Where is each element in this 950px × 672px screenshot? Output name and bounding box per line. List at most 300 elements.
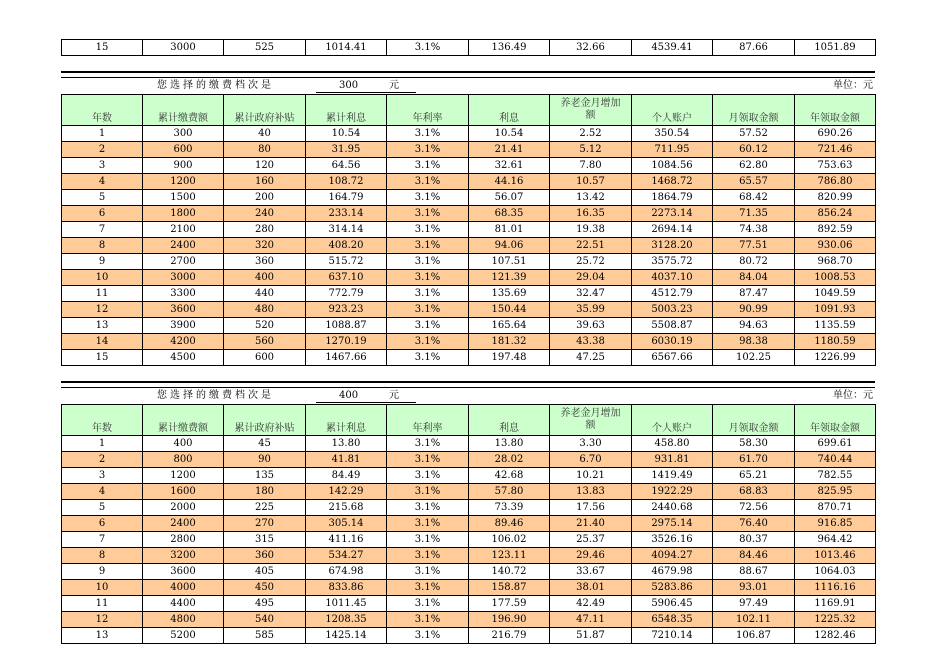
cell[interactable]: 930.06 <box>795 238 876 254</box>
cell[interactable]: 3300 <box>143 286 224 302</box>
cell[interactable]: 65.57 <box>713 174 795 190</box>
cell[interactable]: 1500 <box>143 190 224 206</box>
cell[interactable]: 520 <box>224 318 306 334</box>
cell[interactable]: 800 <box>143 452 224 468</box>
cell[interactable]: 637.10 <box>306 270 387 286</box>
cell[interactable]: 35.99 <box>550 302 632 318</box>
cell[interactable]: 360 <box>224 254 306 270</box>
cell[interactable]: 81.01 <box>469 222 550 238</box>
cell[interactable]: 13.80 <box>469 436 550 452</box>
cell[interactable]: 4 <box>62 484 143 500</box>
cell[interactable]: 150.44 <box>469 302 550 318</box>
cell[interactable]: 711.95 <box>632 142 713 158</box>
cell[interactable]: 29.46 <box>550 548 632 564</box>
cell[interactable]: 165.64 <box>469 318 550 334</box>
header-cell: 年领取金额 <box>795 405 876 436</box>
cell[interactable]: 107.51 <box>469 254 550 270</box>
cell[interactable]: 47.25 <box>550 350 632 366</box>
cell[interactable]: 4000 <box>143 580 224 596</box>
cell[interactable]: 8 <box>62 238 143 254</box>
cell[interactable]: 411.16 <box>306 532 387 548</box>
cell[interactable]: 164.79 <box>306 190 387 206</box>
cell[interactable]: 102.25 <box>713 350 795 366</box>
cell[interactable]: 6 <box>62 206 143 222</box>
cell[interactable]: 17.56 <box>550 500 632 516</box>
cell[interactable]: 964.42 <box>795 532 876 548</box>
cell[interactable]: 84.49 <box>306 468 387 484</box>
cell[interactable]: 8 <box>62 548 143 564</box>
cell[interactable]: 42.68 <box>469 468 550 484</box>
cell[interactable]: 1425.14 <box>306 628 387 644</box>
cell[interactable]: 90 <box>224 452 306 468</box>
cell[interactable]: 1084.56 <box>632 158 713 174</box>
cell[interactable]: 98.38 <box>713 334 795 350</box>
cell[interactable]: 74.38 <box>713 222 795 238</box>
cell[interactable]: 3.1% <box>387 302 469 318</box>
cell[interactable]: 5200 <box>143 628 224 644</box>
cell[interactable]: 68.35 <box>469 206 550 222</box>
cell[interactable]: 87.66 <box>713 40 795 56</box>
tier-amount[interactable]: 400 <box>339 390 359 401</box>
cell[interactable]: 13 <box>62 628 143 644</box>
cell[interactable]: 3575.72 <box>632 254 713 270</box>
cell[interactable]: 315 <box>224 532 306 548</box>
cell[interactable]: 121.39 <box>469 270 550 286</box>
cell[interactable]: 3.1% <box>387 452 469 468</box>
cell[interactable]: 3128.20 <box>632 238 713 254</box>
cell[interactable]: 786.80 <box>795 174 876 190</box>
cell[interactable]: 41.81 <box>306 452 387 468</box>
cell[interactable]: 28.02 <box>469 452 550 468</box>
cell[interactable]: 10 <box>62 580 143 596</box>
cell[interactable]: 3 <box>62 158 143 174</box>
cell[interactable]: 25.72 <box>550 254 632 270</box>
cell[interactable]: 923.23 <box>306 302 387 318</box>
cell[interactable]: 870.71 <box>795 500 876 516</box>
cell[interactable]: 93.01 <box>713 580 795 596</box>
cell[interactable]: 3.1% <box>387 238 469 254</box>
cell[interactable]: 3.1% <box>387 222 469 238</box>
cell[interactable]: 4679.98 <box>632 564 713 580</box>
cell[interactable]: 1468.72 <box>632 174 713 190</box>
cell[interactable]: 856.24 <box>795 206 876 222</box>
cell[interactable]: 136.49 <box>469 40 550 56</box>
cell[interactable]: 534.27 <box>306 548 387 564</box>
cell[interactable]: 3.1% <box>387 334 469 350</box>
cell[interactable]: 4512.79 <box>632 286 713 302</box>
cell[interactable]: 968.70 <box>795 254 876 270</box>
cell[interactable]: 106.02 <box>469 532 550 548</box>
cell[interactable]: 13.42 <box>550 190 632 206</box>
cell[interactable]: 820.99 <box>795 190 876 206</box>
cell[interactable]: 900 <box>143 158 224 174</box>
cell[interactable]: 1 <box>62 436 143 452</box>
cell[interactable]: 3.1% <box>387 350 469 366</box>
cell[interactable]: 51.87 <box>550 628 632 644</box>
cell[interactable]: 11 <box>62 286 143 302</box>
cell[interactable]: 56.07 <box>469 190 550 206</box>
cell[interactable]: 233.14 <box>306 206 387 222</box>
cell[interactable]: 2440.68 <box>632 500 713 516</box>
cell[interactable]: 1800 <box>143 206 224 222</box>
cell[interactable]: 1064.03 <box>795 564 876 580</box>
choose-tier-row <box>61 78 875 94</box>
cell[interactable]: 458.80 <box>632 436 713 452</box>
cell[interactable]: 7210.14 <box>632 628 713 644</box>
cell[interactable]: 825.95 <box>795 484 876 500</box>
cell[interactable]: 13.80 <box>306 436 387 452</box>
cell[interactable]: 12 <box>62 302 143 318</box>
cell[interactable]: 3.1% <box>387 254 469 270</box>
cell[interactable]: 80 <box>224 142 306 158</box>
cell[interactable]: 495 <box>224 596 306 612</box>
cell[interactable]: 61.70 <box>713 452 795 468</box>
cell[interactable]: 43.38 <box>550 334 632 350</box>
cell[interactable]: 1008.53 <box>795 270 876 286</box>
cell[interactable]: 215.68 <box>306 500 387 516</box>
cell[interactable]: 5 <box>62 190 143 206</box>
cell[interactable]: 102.11 <box>713 612 795 628</box>
cell[interactable]: 721.46 <box>795 142 876 158</box>
cell[interactable]: 3.1% <box>387 532 469 548</box>
cell[interactable]: 2400 <box>143 516 224 532</box>
cell[interactable]: 3.1% <box>387 548 469 564</box>
cell[interactable]: 2 <box>62 452 143 468</box>
cell[interactable]: 108.72 <box>306 174 387 190</box>
cell[interactable]: 31.95 <box>306 142 387 158</box>
cell[interactable]: 1270.19 <box>306 334 387 350</box>
cell[interactable]: 892.59 <box>795 222 876 238</box>
cell[interactable]: 480 <box>224 302 306 318</box>
cell[interactable]: 135.69 <box>469 286 550 302</box>
cell[interactable]: 106.87 <box>713 628 795 644</box>
cell[interactable]: 14 <box>62 334 143 350</box>
cell[interactable]: 320 <box>224 238 306 254</box>
cell[interactable]: 314.14 <box>306 222 387 238</box>
table-row <box>62 436 876 452</box>
cell[interactable]: 97.49 <box>713 596 795 612</box>
cell[interactable]: 90.99 <box>713 302 795 318</box>
cell[interactable]: 7 <box>62 532 143 548</box>
cell[interactable]: 440 <box>224 286 306 302</box>
cell[interactable]: 3600 <box>143 302 224 318</box>
cell[interactable]: 4500 <box>143 350 224 366</box>
cell[interactable]: 3.1% <box>387 206 469 222</box>
cell[interactable]: 2800 <box>143 532 224 548</box>
cell[interactable]: 11 <box>62 596 143 612</box>
cell[interactable]: 916.85 <box>795 516 876 532</box>
cell[interactable]: 142.29 <box>306 484 387 500</box>
cell[interactable]: 3.1% <box>387 612 469 628</box>
cell[interactable]: 76.40 <box>713 516 795 532</box>
cell[interactable]: 216.79 <box>469 628 550 644</box>
cell[interactable]: 540 <box>224 612 306 628</box>
cell[interactable]: 1419.49 <box>632 468 713 484</box>
cell[interactable]: 5 <box>62 500 143 516</box>
cell[interactable]: 77.51 <box>713 238 795 254</box>
cell[interactable]: 2100 <box>143 222 224 238</box>
cell[interactable]: 5.12 <box>550 142 632 158</box>
cell[interactable]: 3.1% <box>387 580 469 596</box>
cell[interactable]: 12 <box>62 612 143 628</box>
cell[interactable]: 450 <box>224 580 306 596</box>
cell[interactable]: 13.83 <box>550 484 632 500</box>
cell[interactable]: 3.1% <box>387 190 469 206</box>
cell[interactable]: 400 <box>224 270 306 286</box>
cell[interactable]: 3.1% <box>387 270 469 286</box>
cell[interactable]: 15 <box>62 350 143 366</box>
cell[interactable]: 1180.59 <box>795 334 876 350</box>
cell[interactable]: 6 <box>62 516 143 532</box>
cell[interactable]: 270 <box>224 516 306 532</box>
cell[interactable]: 3000 <box>143 270 224 286</box>
cell[interactable]: 64.56 <box>306 158 387 174</box>
cell[interactable]: 2400 <box>143 238 224 254</box>
cell[interactable]: 2700 <box>143 254 224 270</box>
cell[interactable]: 1208.35 <box>306 612 387 628</box>
cell[interactable]: 2273.14 <box>632 206 713 222</box>
cell[interactable]: 400 <box>143 436 224 452</box>
cell[interactable]: 3.1% <box>387 484 469 500</box>
cell[interactable]: 123.11 <box>469 548 550 564</box>
cell[interactable]: 84.46 <box>713 548 795 564</box>
cell[interactable]: 180 <box>224 484 306 500</box>
cell[interactable]: 1011.45 <box>306 596 387 612</box>
cell[interactable]: 1169.91 <box>795 596 876 612</box>
cell[interactable]: 68.42 <box>713 190 795 206</box>
cell[interactable]: 9 <box>62 254 143 270</box>
cell[interactable]: 3.1% <box>387 628 469 644</box>
cell[interactable]: 600 <box>224 350 306 366</box>
cell[interactable]: 181.32 <box>469 334 550 350</box>
cell[interactable]: 4539.41 <box>632 40 713 56</box>
cell[interactable]: 2000 <box>143 500 224 516</box>
cell[interactable]: 10.54 <box>306 126 387 142</box>
cell[interactable]: 3.1% <box>387 596 469 612</box>
cell[interactable]: 3.1% <box>387 500 469 516</box>
cell[interactable]: 32.66 <box>550 40 632 56</box>
cell[interactable]: 200 <box>224 190 306 206</box>
cell[interactable]: 3.1% <box>387 158 469 174</box>
cell[interactable]: 515.72 <box>306 254 387 270</box>
cell[interactable]: 32.47 <box>550 286 632 302</box>
cell[interactable]: 72.56 <box>713 500 795 516</box>
cell[interactable]: 699.61 <box>795 436 876 452</box>
cell[interactable]: 158.87 <box>469 580 550 596</box>
cell[interactable]: 7.80 <box>550 158 632 174</box>
cell[interactable]: 33.67 <box>550 564 632 580</box>
header-cell: 月领取金额 <box>713 405 795 436</box>
cell[interactable]: 10 <box>62 270 143 286</box>
cell[interactable]: 6567.66 <box>632 350 713 366</box>
cell[interactable]: 197.48 <box>469 350 550 366</box>
cell[interactable]: 5283.86 <box>632 580 713 596</box>
cell[interactable]: 782.55 <box>795 468 876 484</box>
cell[interactable]: 196.90 <box>469 612 550 628</box>
cell[interactable]: 3200 <box>143 548 224 564</box>
cell[interactable]: 21.40 <box>550 516 632 532</box>
tier-amount[interactable]: 300 <box>339 80 359 91</box>
cell[interactable]: 4 <box>62 174 143 190</box>
cell[interactable]: 1864.79 <box>632 190 713 206</box>
cell[interactable]: 690.26 <box>795 126 876 142</box>
cell[interactable]: 38.01 <box>550 580 632 596</box>
cell[interactable]: 3.1% <box>387 468 469 484</box>
cell[interactable]: 3.1% <box>387 142 469 158</box>
cell[interactable]: 62.80 <box>713 158 795 174</box>
cell[interactable]: 42.49 <box>550 596 632 612</box>
cell[interactable]: 3.1% <box>387 126 469 142</box>
cell[interactable]: 2.52 <box>550 126 632 142</box>
cell[interactable]: 3.1% <box>387 516 469 532</box>
cell[interactable]: 88.67 <box>713 564 795 580</box>
cell[interactable]: 3526.16 <box>632 532 713 548</box>
cell[interactable]: 87.47 <box>713 286 795 302</box>
cell[interactable]: 10.54 <box>469 126 550 142</box>
cell[interactable]: 1116.16 <box>795 580 876 596</box>
cell[interactable]: 225 <box>224 500 306 516</box>
table-row <box>62 500 876 516</box>
cell[interactable]: 73.39 <box>469 500 550 516</box>
cell[interactable]: 44.16 <box>469 174 550 190</box>
cell[interactable]: 408.20 <box>306 238 387 254</box>
cell[interactable]: 6.70 <box>550 452 632 468</box>
cell[interactable]: 585 <box>224 628 306 644</box>
cell[interactable]: 94.63 <box>713 318 795 334</box>
cell[interactable]: 360 <box>224 548 306 564</box>
cell[interactable]: 15 <box>62 40 143 56</box>
cell[interactable]: 772.79 <box>306 286 387 302</box>
cell[interactable]: 3900 <box>143 318 224 334</box>
cell[interactable]: 80.72 <box>713 254 795 270</box>
cell[interactable]: 29.04 <box>550 270 632 286</box>
cell[interactable]: 58.30 <box>713 436 795 452</box>
cell[interactable]: 3.1% <box>387 436 469 452</box>
cell[interactable]: 560 <box>224 334 306 350</box>
cell[interactable]: 350.54 <box>632 126 713 142</box>
cell[interactable]: 1014.41 <box>306 40 387 56</box>
cell[interactable]: 4200 <box>143 334 224 350</box>
cell[interactable]: 135 <box>224 468 306 484</box>
cell[interactable]: 39.63 <box>550 318 632 334</box>
cell[interactable]: 833.86 <box>306 580 387 596</box>
cell[interactable]: 3.1% <box>387 286 469 302</box>
cell[interactable]: 89.46 <box>469 516 550 532</box>
cell[interactable]: 931.81 <box>632 452 713 468</box>
cell[interactable]: 4094.27 <box>632 548 713 564</box>
cell[interactable]: 1226.99 <box>795 350 876 366</box>
cell[interactable]: 6548.35 <box>632 612 713 628</box>
cell[interactable]: 3.1% <box>387 40 469 56</box>
cell[interactable]: 2694.14 <box>632 222 713 238</box>
cell[interactable]: 1200 <box>143 468 224 484</box>
double-divider <box>61 381 875 388</box>
cell[interactable]: 1135.59 <box>795 318 876 334</box>
cell[interactable]: 2975.14 <box>632 516 713 532</box>
cell[interactable]: 4400 <box>143 596 224 612</box>
cell[interactable]: 3.30 <box>550 436 632 452</box>
cell[interactable]: 10.57 <box>550 174 632 190</box>
cell[interactable]: 1 <box>62 126 143 142</box>
cell[interactable]: 177.59 <box>469 596 550 612</box>
header-row <box>62 95 876 126</box>
cell[interactable]: 7 <box>62 222 143 238</box>
cell[interactable]: 45 <box>224 436 306 452</box>
cell[interactable]: 3.1% <box>387 174 469 190</box>
cell[interactable]: 3000 <box>143 40 224 56</box>
cell[interactable]: 84.04 <box>713 270 795 286</box>
cell[interactable]: 3.1% <box>387 318 469 334</box>
cell[interactable]: 3.1% <box>387 564 469 580</box>
cell[interactable]: 1200 <box>143 174 224 190</box>
cell[interactable]: 240 <box>224 206 306 222</box>
cell[interactable]: 5508.87 <box>632 318 713 334</box>
cell[interactable]: 1091.93 <box>795 302 876 318</box>
cell[interactable]: 140.72 <box>469 564 550 580</box>
cell[interactable]: 40 <box>224 126 306 142</box>
cell[interactable]: 1600 <box>143 484 224 500</box>
cell[interactable]: 1049.59 <box>795 286 876 302</box>
cell[interactable]: 280 <box>224 222 306 238</box>
cell[interactable]: 25.37 <box>550 532 632 548</box>
cell[interactable]: 1282.46 <box>795 628 876 644</box>
cell[interactable]: 71.35 <box>713 206 795 222</box>
cell[interactable]: 6030.19 <box>632 334 713 350</box>
cell[interactable]: 80.37 <box>713 532 795 548</box>
cell[interactable]: 525 <box>224 40 306 56</box>
cell[interactable]: 22.51 <box>550 238 632 254</box>
cell[interactable]: 2 <box>62 142 143 158</box>
cell[interactable]: 4800 <box>143 612 224 628</box>
cell[interactable]: 405 <box>224 564 306 580</box>
cell[interactable]: 120 <box>224 158 306 174</box>
cell[interactable]: 5003.23 <box>632 302 713 318</box>
cell[interactable]: 13 <box>62 318 143 334</box>
cell[interactable]: 60.12 <box>713 142 795 158</box>
cell[interactable]: 1225.32 <box>795 612 876 628</box>
cell[interactable]: 19.38 <box>550 222 632 238</box>
cell[interactable]: 10.21 <box>550 468 632 484</box>
cell[interactable]: 1922.29 <box>632 484 713 500</box>
cell[interactable]: 16.35 <box>550 206 632 222</box>
cell[interactable]: 600 <box>143 142 224 158</box>
cell[interactable]: 4037.10 <box>632 270 713 286</box>
cell[interactable]: 57.80 <box>469 484 550 500</box>
cell[interactable]: 47.11 <box>550 612 632 628</box>
cell[interactable]: 300 <box>143 126 224 142</box>
cell[interactable]: 65.21 <box>713 468 795 484</box>
cell[interactable]: 753.63 <box>795 158 876 174</box>
cell[interactable]: 160 <box>224 174 306 190</box>
cell[interactable]: 1013.46 <box>795 548 876 564</box>
cell[interactable]: 305.14 <box>306 516 387 532</box>
cell[interactable]: 94.06 <box>469 238 550 254</box>
cell[interactable]: 68.83 <box>713 484 795 500</box>
cell[interactable]: 740.44 <box>795 452 876 468</box>
cell[interactable]: 9 <box>62 564 143 580</box>
cell[interactable]: 3 <box>62 468 143 484</box>
cell[interactable]: 57.52 <box>713 126 795 142</box>
header-row <box>62 405 876 436</box>
cell[interactable]: 1088.87 <box>306 318 387 334</box>
cell[interactable]: 32.61 <box>469 158 550 174</box>
cell[interactable]: 5906.45 <box>632 596 713 612</box>
cell[interactable]: 21.41 <box>469 142 550 158</box>
cell[interactable]: 674.98 <box>306 564 387 580</box>
cell[interactable]: 1467.66 <box>306 350 387 366</box>
cell[interactable]: 3600 <box>143 564 224 580</box>
cell[interactable]: 1051.89 <box>795 40 876 56</box>
